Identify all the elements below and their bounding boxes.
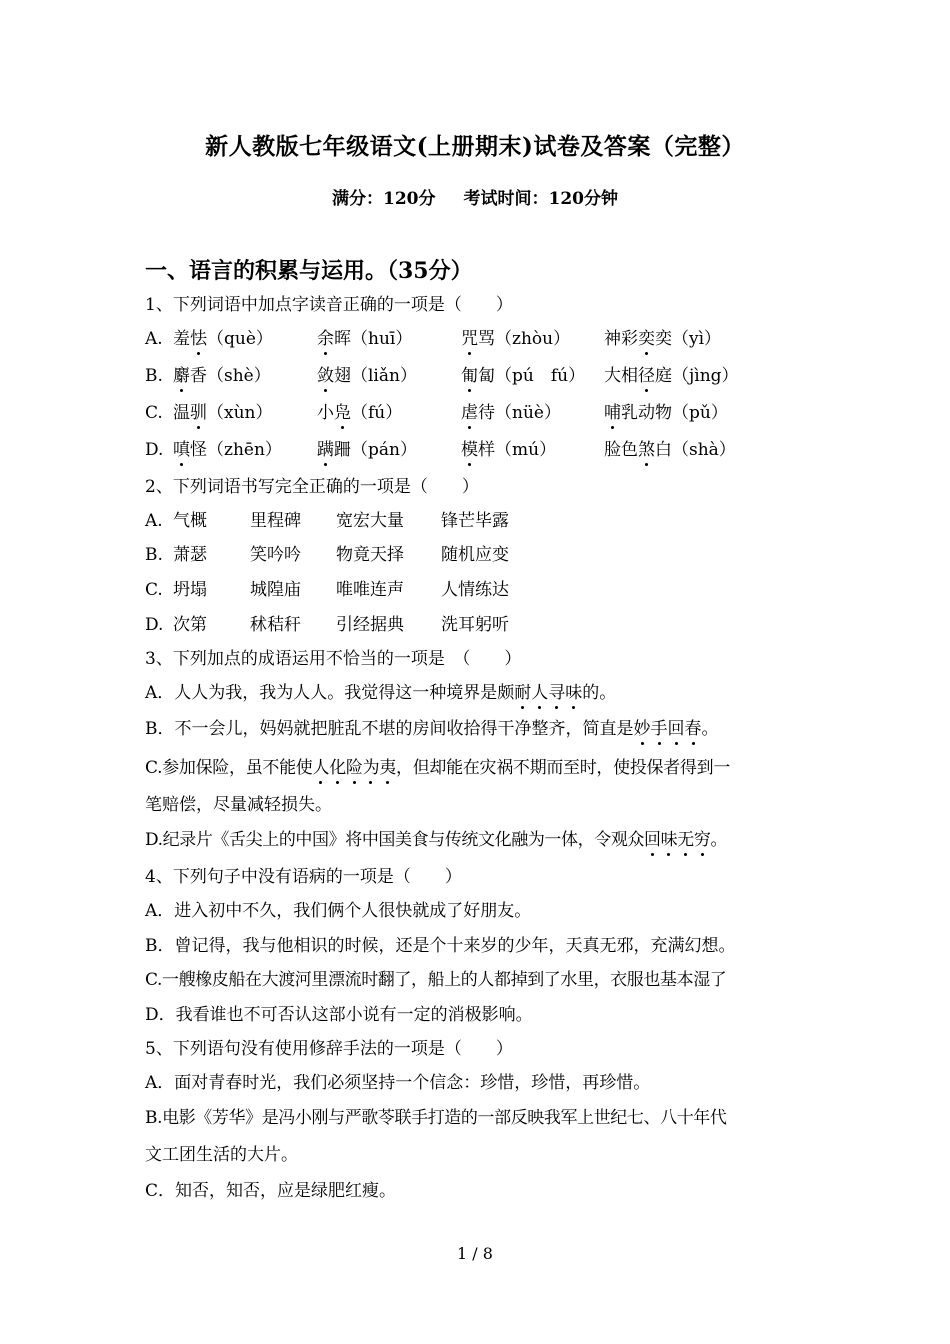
dotted-char: 人 <box>312 758 330 778</box>
word-text: 跚 <box>334 440 351 460</box>
pinyin: （què） <box>207 329 273 349</box>
question-3-option-c-continued: 笔赔偿，尽量减轻损失。 <box>145 795 332 815</box>
sentence-text: 。 <box>710 830 728 850</box>
pinyin: （pǔ） <box>672 403 728 423</box>
pinyin: （yì） <box>672 329 722 349</box>
word-item <box>604 365 739 387</box>
question-5-option-a: A．面对青春时光，我们必须坚持一个信念：珍惜，珍惜，再珍惜。 <box>145 1073 651 1093</box>
dotted-char: 穷 <box>693 830 711 850</box>
dotted-char: 怯 <box>190 329 207 349</box>
word-text: 骂 <box>478 329 495 349</box>
option-label: A. <box>145 329 163 349</box>
word-text: 匐 <box>478 366 495 386</box>
word-item: 笑吟吟 <box>250 545 301 565</box>
dotted-char: 径 <box>638 366 655 386</box>
word-item <box>173 328 273 350</box>
option-label: B. <box>145 545 163 565</box>
dotted-char: 驯 <box>190 403 207 423</box>
pinyin: （pán） <box>351 440 417 460</box>
pinyin: （shà） <box>672 440 736 460</box>
word-item <box>173 402 273 424</box>
dotted-char: 嗔 <box>173 440 190 460</box>
dotted-char: 化 <box>329 758 346 778</box>
word-item <box>461 439 556 461</box>
word-item: 锋芒毕露 <box>441 511 509 531</box>
dotted-char: 妙 <box>633 719 651 739</box>
question-1-stem: 1、下列词语中加点字读音正确的一项是（ ） <box>145 295 513 315</box>
question-4-option-c: C.一艘橡皮船在大渡河里漂流时翻了，船上的人都掉到了水里，衣服也基本湿了 <box>145 970 727 990</box>
word-item <box>461 365 585 387</box>
option-label: D. <box>145 440 164 460</box>
word-text: 白 <box>655 440 672 460</box>
word-item <box>604 439 736 461</box>
dotted-char: 寻 <box>548 683 566 703</box>
sentence-text: D.纪录片《舌尖上的中国》将中国美食与传统文化融为一体，令观众 <box>145 830 645 850</box>
word-item: 引经据典 <box>336 615 404 635</box>
word-item <box>461 328 570 350</box>
question-4-option-d: D．我看谁也不可否认这部小说有一定的消极影响。 <box>145 1005 533 1025</box>
option-label: D. <box>145 615 164 635</box>
section-heading: 一、语言的积累与运用。（35分） <box>145 258 473 284</box>
word-item: 里程碑 <box>250 511 301 531</box>
full-score: 满分：120分 <box>332 189 436 209</box>
word-item <box>317 439 417 461</box>
question-3-stem: 3、下列加点的成语运用不恰当的一项是 （ ） <box>145 649 522 669</box>
sentence-text: 的。 <box>582 683 617 703</box>
dotted-char: 味 <box>565 683 583 703</box>
dotted-char: 人 <box>531 683 549 703</box>
question-5-option-b: B.电影《芳华》是冯小刚与严歌苓联手打造的一部反映我军上世纪七、八十年代 <box>145 1108 727 1128</box>
word-text: 小 <box>317 403 334 423</box>
question-5-stem: 5、下列语句没有使用修辞手法的一项是（ ） <box>145 1039 513 1059</box>
page-title: 新人教版七年级语文(上册期末)试卷及答案（完整） <box>205 133 745 160</box>
word-item: 萧瑟 <box>173 545 207 565</box>
word-item: 随机应变 <box>441 545 509 565</box>
dotted-char: 奕 <box>638 329 655 349</box>
word-text: 翅 <box>334 366 351 386</box>
dotted-char: 哺 <box>604 403 621 423</box>
word-text: 温 <box>173 403 190 423</box>
dotted-char: 夷 <box>379 758 397 778</box>
word-item: 洗耳躬听 <box>441 615 509 635</box>
word-text: 怪 <box>190 440 207 460</box>
question-4-option-a: A．进入初中不久，我们俩个人很快就成了好朋友。 <box>145 901 532 921</box>
pinyin: （fú） <box>351 403 403 423</box>
sentence-text: B．不一会儿，妈妈就把脏乱不堪的房间收拾得干净整齐，简直是 <box>145 719 634 739</box>
dotted-char: 虐 <box>461 403 478 423</box>
sentence-text: C.参加保险，虽不能使 <box>145 758 313 778</box>
exam-time: 考试时间：120分钟 <box>463 189 618 209</box>
word-item: 秫秸秆 <box>250 615 301 635</box>
question-4-stem: 4、下列句子中没有语病的一项是（ ） <box>145 867 462 887</box>
word-item: 次第 <box>173 615 207 635</box>
option-label: B. <box>145 366 163 386</box>
dotted-char: 无 <box>677 830 694 850</box>
word-text: 乳动物 <box>621 403 672 423</box>
dotted-char: 模 <box>461 440 478 460</box>
pinyin: （zhòu） <box>495 329 571 349</box>
word-text: 样 <box>478 440 495 460</box>
dotted-char: 煞 <box>638 440 655 460</box>
pinyin: （huī） <box>351 329 413 349</box>
word-text: 待 <box>478 403 495 423</box>
word-text: 香 <box>190 366 207 386</box>
word-item: 城隍庙 <box>250 580 301 600</box>
pinyin: （pú fú） <box>495 366 586 386</box>
word-text: 神彩 <box>604 329 638 349</box>
word-item: 坍塌 <box>173 580 207 600</box>
word-item <box>461 402 561 424</box>
dotted-char: 凫 <box>334 403 351 423</box>
dotted-char: 敛 <box>317 366 334 386</box>
dotted-char: 匍 <box>461 366 478 386</box>
question-2-stem: 2、下列词语书写完全正确的一项是（ ） <box>145 477 479 497</box>
word-item <box>604 328 721 350</box>
word-item: 气概 <box>173 511 207 531</box>
dotted-char: 余 <box>317 329 334 349</box>
sentence-text: ，但却能在灾祸不期而至时，使投保者得到一 <box>396 758 731 778</box>
word-item: 物竟天择 <box>336 545 404 565</box>
word-text: 晖 <box>334 329 351 349</box>
question-3-option-b <box>145 718 719 740</box>
word-item <box>173 365 271 387</box>
word-text: 大相 <box>604 366 638 386</box>
dotted-char: 耐 <box>514 683 532 703</box>
word-item <box>317 402 402 424</box>
sentence-text: 。 <box>701 719 719 739</box>
sentence-text: A．人人为我，我为人人。我觉得这一种境界是颇 <box>145 683 515 703</box>
dotted-char: 味 <box>660 830 678 850</box>
pinyin: （zhēn） <box>207 440 282 460</box>
question-5-option-c: C．知否，知否，应是绿肥红瘦。 <box>145 1181 397 1201</box>
question-4-option-b: B．曾记得，我与他相识的时候，还是个十来岁的少年，天真无邪，充满幻想。 <box>145 936 736 956</box>
word-item: 唯唯连声 <box>336 580 404 600</box>
dotted-char: 麝 <box>173 366 190 386</box>
word-item <box>604 402 728 424</box>
dotted-char: 蹒 <box>317 440 334 460</box>
dotted-char: 险 <box>345 758 363 778</box>
dotted-char: 回 <box>644 830 661 850</box>
pinyin: （liǎn） <box>351 366 417 386</box>
dotted-char: 手 <box>650 719 668 739</box>
word-item <box>173 439 282 461</box>
word-item: 宽宏大量 <box>336 511 404 531</box>
dotted-char: 为 <box>362 758 380 778</box>
dotted-char: 回 <box>667 719 685 739</box>
page-number: 1 / 8 <box>457 1244 493 1263</box>
word-text: 奕 <box>655 329 672 349</box>
question-3-option-c <box>145 757 730 779</box>
pinyin: （jìng） <box>672 366 739 386</box>
option-label: C. <box>145 580 163 600</box>
question-5-option-b-continued: 文工团生活的大片。 <box>145 1145 298 1165</box>
question-3-option-d <box>145 829 727 851</box>
pinyin: （xùn） <box>207 403 273 423</box>
dotted-char: 春 <box>684 719 702 739</box>
pinyin: （nüè） <box>495 403 561 423</box>
word-text: 脸色 <box>604 440 638 460</box>
pinyin: （shè） <box>207 366 271 386</box>
option-label: C. <box>145 403 163 423</box>
word-text: 庭 <box>655 366 672 386</box>
exam-info <box>0 184 950 209</box>
word-item <box>317 328 412 350</box>
pinyin: （mú） <box>495 440 557 460</box>
word-item: 人情练达 <box>441 580 509 600</box>
question-3-option-a <box>145 682 616 704</box>
option-label: A. <box>145 511 163 531</box>
dotted-char: 咒 <box>461 329 478 349</box>
word-item <box>317 365 417 387</box>
word-text: 羞 <box>173 329 190 349</box>
